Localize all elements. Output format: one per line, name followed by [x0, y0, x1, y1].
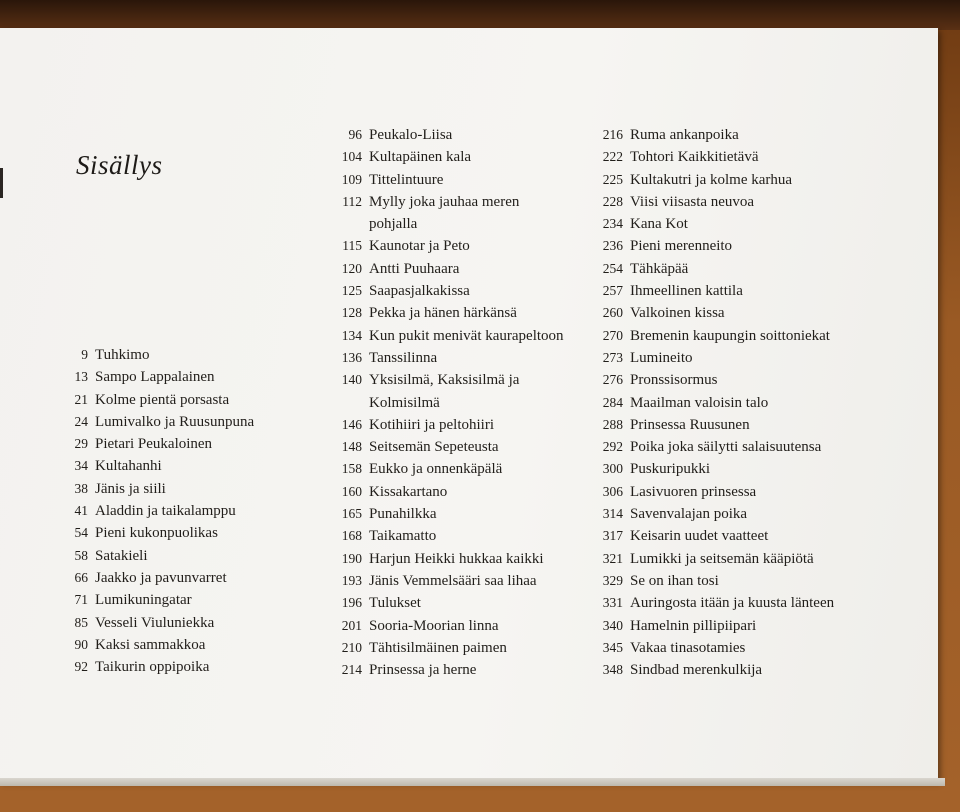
toc-story-title: Harjun Heikki hukkaa kaikki [369, 550, 544, 567]
toc-page-number: 146 [341, 416, 362, 432]
toc-entry [336, 325, 564, 347]
toc-story-title: Lumivalko ja Ruusunpuna [95, 413, 255, 430]
toc-entry [68, 656, 254, 678]
toc-entry [336, 659, 564, 681]
toc-story-title: Tittelintuure [369, 171, 444, 188]
toc-page-number: 329 [602, 572, 623, 588]
toc-entry [68, 500, 254, 522]
toc-entry [68, 612, 254, 634]
toc-page-number: 96 [348, 127, 362, 142]
toc-entry [336, 369, 564, 414]
toc-page-number: 34 [74, 458, 88, 474]
toc-page-number: 201 [341, 617, 362, 633]
toc-story-title: Jaakko ja pavunvarret [95, 569, 227, 586]
toc-entry [597, 458, 834, 480]
toc-entry [336, 280, 564, 302]
toc-page-number: 193 [341, 572, 362, 588]
toc-story-title: Prinsessa Ruusunen [630, 416, 750, 433]
toc-story-title: Keisarin uudet vaatteet [630, 528, 769, 545]
toc-entry [597, 191, 834, 213]
toc-page-number: 345 [602, 639, 623, 655]
toc-entry [597, 592, 834, 614]
toc-page-number: 38 [74, 480, 88, 496]
toc-story-title: Viisi viisasta neuvoa [630, 193, 755, 210]
toc-entry [336, 481, 564, 503]
toc-entry [336, 637, 564, 659]
toc-page-number: 158 [341, 461, 362, 477]
toc-story-title: Kultapäinen kala [369, 149, 472, 166]
toc-story-title: Peukalo-Liisa [369, 127, 453, 143]
toc-entry [336, 570, 564, 592]
toc-story-title: Kana Kot [630, 216, 688, 233]
toc-entry [68, 545, 254, 567]
toc-page-number: 134 [341, 327, 362, 343]
toc-entry [597, 637, 834, 659]
toc-page-number: 214 [341, 662, 362, 678]
toc-entry [597, 124, 834, 146]
toc-story-title: Pieni merenneito [630, 238, 733, 255]
toc-page-number: 228 [602, 193, 623, 209]
toc-entry [597, 548, 834, 570]
toc-page-number: 136 [341, 349, 362, 365]
toc-story-title: Tulukset [369, 595, 421, 612]
toc-story-title: Taikurin oppipoika [95, 659, 210, 676]
toc-page-number: 160 [341, 483, 362, 499]
toc-entry [68, 389, 254, 411]
toc-page-number: 112 [342, 193, 362, 209]
toc-page-number: 257 [602, 283, 623, 299]
toc-entry [336, 191, 564, 236]
toc-story-title: Poika joka säilytti salaisuutensa [630, 439, 822, 456]
toc-story-title: Mylly joka jauhaa meren pohjalla [369, 193, 520, 233]
toc-page-number: 148 [341, 439, 362, 455]
toc-entry [68, 433, 254, 455]
toc-story-title: Prinsessa ja herne [369, 662, 477, 679]
toc-entry [68, 344, 254, 366]
toc-page-number: 288 [602, 416, 623, 432]
toc-story-title: Pronssisormus [630, 372, 718, 389]
toc-page-number: 210 [341, 639, 362, 655]
toc-story-title: Savenvalajan poika [630, 506, 748, 523]
toc-story-title: Kaksi sammakkoa [95, 636, 206, 653]
toc-story-title: Tähkäpää [630, 260, 689, 277]
toc-page-number: 340 [602, 617, 623, 633]
toc-story-title: Aladdin ja taikalamppu [95, 503, 236, 520]
toc-page-number: 125 [341, 283, 362, 299]
toc-entry [336, 503, 564, 525]
toc-page-number: 92 [74, 659, 88, 675]
toc-entry [336, 414, 564, 436]
page-title: Sisällys [76, 150, 163, 180]
toc-entry [597, 392, 834, 414]
toc-entry [597, 258, 834, 280]
toc-page-number: 276 [602, 372, 623, 388]
toc-story-title: Kaunotar ja Peto [369, 238, 470, 255]
toc-entry [68, 567, 254, 589]
toc-entry [336, 169, 564, 191]
toc-entry [336, 124, 564, 146]
toc-story-title: Vesseli Viuluniekka [95, 614, 215, 631]
toc-page-number: 306 [602, 483, 623, 499]
toc-story-title: Ruma ankanpoika [630, 127, 739, 143]
toc-page-number: 109 [341, 171, 362, 187]
toc-page-number: 128 [341, 305, 362, 321]
toc-entry [68, 589, 254, 611]
toc-page-number: 284 [602, 394, 623, 410]
toc-entry [336, 146, 564, 168]
toc-story-title: Yksisilmä, Kaksisilmä ja Kolmisilmä [369, 372, 520, 411]
toc-entry [336, 548, 564, 570]
toc-story-title: Bremenin kaupungin soittoniekat [630, 327, 830, 344]
toc-entry [597, 570, 834, 592]
toc-entry [336, 347, 564, 369]
toc-story-title: Kun pukit menivät kaurapeltoon [369, 327, 564, 344]
toc-story-title: Tuhkimo [95, 347, 150, 363]
toc-story-title: Ihmeellinen kattila [630, 283, 743, 300]
toc-story-title: Eukko ja onnenkäpälä [369, 461, 503, 478]
toc-story-title: Punahilkka [369, 506, 437, 523]
toc-page-number: 236 [602, 238, 623, 254]
toc-page-number: 317 [602, 528, 623, 544]
toc-page-number: 90 [74, 636, 88, 652]
toc-page-number: 331 [602, 595, 623, 611]
toc-page-number: 21 [74, 391, 88, 407]
toc-story-title: Sooria-Moorian linna [369, 617, 499, 634]
toc-entry [336, 525, 564, 547]
toc-entry [68, 522, 254, 544]
toc-entry [336, 302, 564, 324]
toc-page-number: 348 [602, 662, 623, 678]
toc-page-number: 85 [74, 614, 88, 630]
toc-page-number: 225 [602, 171, 623, 187]
toc-entry [597, 615, 834, 637]
toc-column-2 [336, 124, 564, 681]
toc-entry [336, 258, 564, 280]
toc-story-title: Tanssilinna [369, 349, 438, 366]
toc-page-number: 292 [602, 439, 623, 455]
toc-column-1 [68, 344, 254, 678]
binding-mark [0, 168, 3, 198]
toc-story-title: Pieni kukonpuolikas [95, 525, 218, 542]
toc-entry [597, 481, 834, 503]
toc-page-number: 270 [602, 327, 623, 343]
toc-story-title: Sindbad merenkulkija [630, 662, 763, 679]
toc-page-number: 234 [602, 216, 623, 232]
toc-story-title: Se on ihan tosi [630, 572, 719, 589]
toc-entry [597, 302, 834, 324]
toc-story-title: Kissakartano [369, 483, 448, 500]
toc-entry [597, 436, 834, 458]
toc-story-title: Puskuripukki [630, 461, 711, 478]
toc-story-title: Hamelnin pillipiipari [630, 617, 757, 634]
toc-story-title: Kultakutri ja kolme karhua [630, 171, 793, 188]
toc-story-title: Lasivuoren prinsessa [630, 483, 757, 500]
toc-page-number: 300 [602, 461, 623, 477]
toc-page-number: 216 [602, 127, 623, 142]
toc-story-title: Seitsemän Sepeteusta [369, 439, 499, 456]
toc-entry [68, 478, 254, 500]
toc-entry [597, 235, 834, 257]
toc-page-number: 54 [74, 525, 88, 541]
toc-story-title: Jänis ja siili [95, 480, 166, 497]
toc-story-title: Lumineito [630, 349, 693, 366]
toc-story-title: Auringosta itään ja kuusta länteen [630, 595, 835, 612]
page-edge [0, 778, 945, 786]
toc-entry [597, 659, 834, 681]
toc-entry [597, 525, 834, 547]
toc-page-number: 165 [341, 506, 362, 522]
toc-story-title: Saapasjalkakissa [369, 283, 470, 300]
toc-page-number: 140 [341, 372, 362, 388]
toc-page-number: 24 [74, 413, 88, 429]
toc-story-title: Pekka ja hänen härkänsä [369, 305, 517, 322]
toc-entry [336, 592, 564, 614]
toc-entry [68, 366, 254, 388]
toc-story-title: Vakaa tinasotamies [630, 639, 746, 656]
toc-entry [597, 325, 834, 347]
toc-story-title: Taikamatto [369, 528, 437, 545]
toc-page-number: 29 [74, 436, 88, 452]
toc-entry [336, 436, 564, 458]
toc-entry [597, 146, 834, 168]
table-background [0, 0, 960, 30]
toc-page-number: 273 [602, 349, 623, 365]
toc-story-title: Kultahanhi [95, 458, 162, 475]
toc-entry [336, 235, 564, 257]
toc-page-number: 314 [602, 506, 623, 522]
toc-story-title: Jänis Vemmelsääri saa lihaa [369, 572, 537, 589]
toc-page-number: 66 [74, 569, 88, 585]
toc-page-number: 58 [74, 547, 88, 563]
toc-page-number: 13 [74, 369, 88, 385]
toc-page-number: 260 [602, 305, 623, 321]
toc-entry [597, 369, 834, 391]
toc-entry [597, 414, 834, 436]
toc-story-title: Lumikki ja seitsemän kääpiötä [630, 550, 814, 567]
toc-page-number: 115 [342, 238, 362, 254]
toc-column-3 [597, 124, 834, 681]
toc-page-number: 254 [602, 260, 623, 276]
toc-entry [68, 634, 254, 656]
toc-page-number: 120 [341, 260, 362, 276]
toc-entry [68, 455, 254, 477]
toc-story-title: Sampo Lappalainen [95, 369, 215, 386]
toc-entry [597, 213, 834, 235]
toc-story-title: Lumikuningatar [95, 592, 192, 609]
toc-entry [597, 503, 834, 525]
toc-story-title: Kotihiiri ja peltohiiri [369, 416, 494, 433]
toc-page-number: 196 [341, 595, 362, 611]
toc-story-title: Tähtisilmäinen paimen [369, 639, 507, 656]
toc-story-title: Pietari Peukaloinen [95, 436, 213, 453]
toc-page-number: 104 [341, 149, 362, 165]
toc-story-title: Tohtori Kaikkitietävä [630, 149, 759, 166]
toc-story-title: Kolme pientä porsasta [95, 391, 230, 408]
toc-entry [336, 615, 564, 637]
toc-page-number: 168 [341, 528, 362, 544]
toc-page-number: 321 [602, 550, 623, 566]
toc-entry [597, 347, 834, 369]
toc-entry [597, 280, 834, 302]
toc-story-title: Satakieli [95, 547, 148, 564]
toc-page-number: 190 [341, 550, 362, 566]
toc-entry [68, 411, 254, 433]
toc-page-number: 71 [74, 592, 88, 608]
toc-story-title: Antti Puuhaara [369, 260, 460, 277]
toc-story-title: Maailman valoisin talo [630, 394, 769, 411]
toc-page-number: 41 [74, 503, 88, 519]
toc-story-title: Valkoinen kissa [630, 305, 725, 322]
toc-page-number: 9 [81, 347, 88, 362]
toc-entry [597, 169, 834, 191]
toc-page-number: 222 [602, 149, 623, 165]
toc-entry [336, 458, 564, 480]
